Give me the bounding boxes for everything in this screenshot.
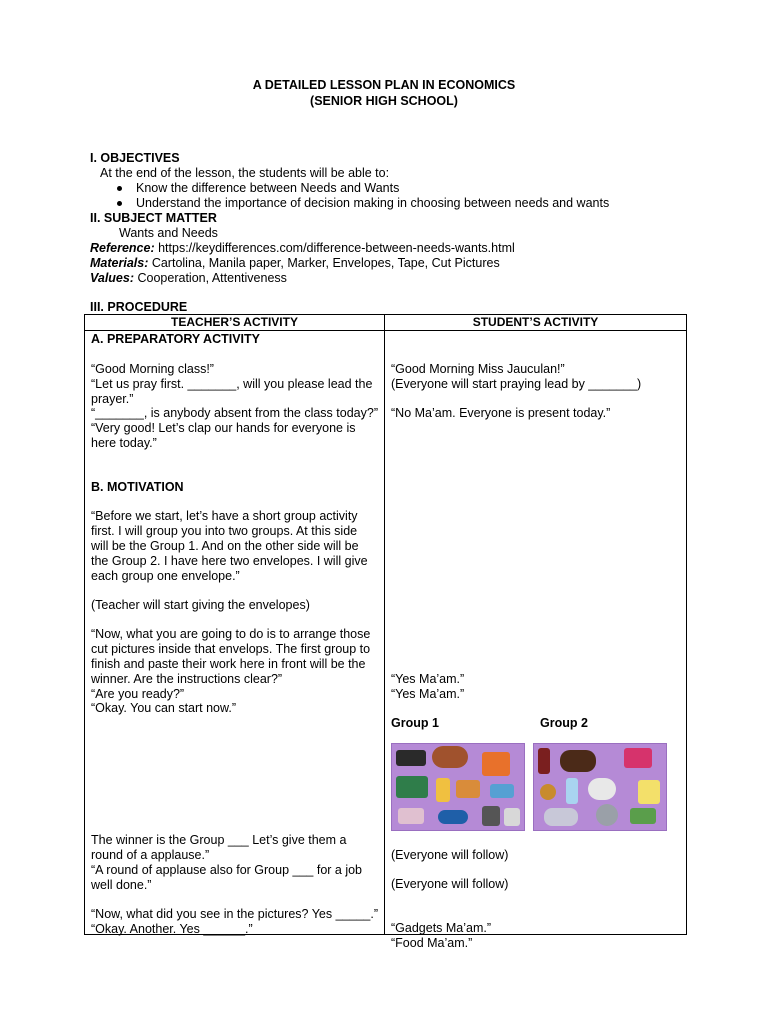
objective-item: Understand the importance of decision making in choosing between needs and wants <box>136 196 610 210</box>
car-icon <box>438 810 468 824</box>
teacher-line: “Are you ready?” <box>91 687 185 701</box>
teacher-line: “Let us pray first. _______, will you please lead the <box>91 377 373 391</box>
bullet-icon <box>117 186 122 191</box>
values-line <box>90 271 287 286</box>
materials-line <box>90 256 500 271</box>
teacher-line: “Now, what did you see in the pictures? Yes _____.” <box>91 907 378 921</box>
teacher-activity-cell <box>85 331 385 935</box>
preparatory-heading: A. PREPARATORY ACTIVITY <box>91 332 261 346</box>
teacher-line: the Group 2. I have here two envelopes. I will give <box>91 554 368 568</box>
reference-line <box>90 241 515 256</box>
subject-matter-heading: II. SUBJECT MATTER <box>90 211 217 225</box>
student-activity-cell <box>385 331 687 950</box>
meat-icon <box>560 750 596 772</box>
procedure-heading: III. PROCEDURE <box>90 300 188 314</box>
teacher-line: will be the Group 1. And on the other side will be <box>91 539 359 553</box>
bullet-icon <box>117 201 122 206</box>
laptop-icon <box>504 808 520 826</box>
teacher-column-header: TEACHER’S ACTIVITY <box>85 315 385 331</box>
values-label: Values: <box>90 271 135 285</box>
student-line: “Yes Ma’am.” <box>391 687 465 701</box>
teacher-line: “Okay. You can start now.” <box>91 701 236 715</box>
motivation-heading: B. MOTIVATION <box>91 480 184 494</box>
reference-value: https://keydifferences.com/difference-between-needs-wants.html <box>154 241 515 255</box>
group-1-label: Group 1 <box>391 716 439 730</box>
teacher-line: “Before we start, let’s have a short group activity <box>91 509 358 523</box>
teacher-line: “Okay. Another. Yes ______.” <box>91 922 253 936</box>
student-line: “Gadgets Ma’am.” <box>391 921 492 935</box>
high-heels-icon <box>624 748 652 768</box>
teacher-line: “Very good! Let’s clap our hands for everyone is <box>91 421 356 435</box>
soda-bottle-icon <box>538 748 550 774</box>
teacher-line: “A round of applause also for Group ___ for a job <box>91 863 363 877</box>
group-2-picture-collage <box>533 743 667 831</box>
shoes-icon <box>544 808 578 826</box>
handbag-icon <box>482 752 510 776</box>
table-row <box>85 331 687 935</box>
student-line: “Food Ma’am.” <box>391 936 473 950</box>
objectives-heading: I. OBJECTIVES <box>90 151 180 165</box>
group-1-picture-collage <box>391 743 525 831</box>
teacher-line: winner. Are the instructions clear?” <box>91 672 283 686</box>
table-header-row <box>85 315 687 331</box>
teacher-line: “_______, is anybody absent from the class today?” <box>91 406 378 420</box>
tablet-icon <box>482 806 500 826</box>
teacher-line: (Teacher will start giving the envelopes) <box>91 598 310 612</box>
pen-icon <box>490 784 514 798</box>
bottle-icon <box>436 778 450 802</box>
cosmetics-icon <box>398 808 424 824</box>
student-line: (Everyone will follow) <box>391 848 509 862</box>
books-icon <box>630 808 656 824</box>
student-line: (Everyone will start praying lead by _______) <box>391 377 642 391</box>
document-title: A DETAILED LESSON PLAN IN ECONOMICS <box>252 78 516 92</box>
student-column-header: STUDENT’S ACTIVITY <box>385 315 687 331</box>
teacher-line: “Now, what you are going to do is to arrange those <box>91 627 371 641</box>
procedure-table <box>84 314 687 950</box>
roast-chicken-icon <box>432 746 468 768</box>
kettle-icon <box>596 804 618 826</box>
water-bottle-icon <box>566 778 578 804</box>
values-value: Cooperation, Attentiveness <box>134 271 287 285</box>
teacher-line: finish and paste their work here in front will be the <box>91 657 366 671</box>
bread-icon <box>456 780 480 798</box>
student-line: “No Ma’am. Everyone is present today.” <box>391 406 611 420</box>
teacher-line: round of a applause.” <box>91 848 210 862</box>
teacher-line: each group one envelope.” <box>91 569 240 583</box>
plate-icon <box>588 778 616 800</box>
teacher-line: The winner is the Group ___ Let’s give them a <box>91 833 347 847</box>
teacher-line: “Good Morning class!” <box>91 362 214 376</box>
student-line: “Yes Ma’am.” <box>391 672 465 686</box>
subject-topic: Wants and Needs <box>119 226 218 240</box>
teacher-line: here today.” <box>91 436 157 450</box>
teacher-line: prayer.” <box>91 392 134 406</box>
student-line: (Everyone will follow) <box>391 877 509 891</box>
reference-label: Reference: <box>90 241 155 255</box>
burger-icon <box>540 784 556 800</box>
student-line: “Good Morning Miss Jauculan!” <box>391 362 565 376</box>
phone-icon <box>396 750 426 766</box>
teacher-line: well done.” <box>91 878 152 892</box>
house-icon <box>396 776 428 798</box>
document-subtitle: (SENIOR HIGH SCHOOL) <box>310 94 458 108</box>
teacher-line: first. I will group you into two groups. At this side <box>91 524 358 538</box>
teacher-line: cut pictures inside that envelops. The first group to <box>91 642 371 656</box>
objectives-intro: At the end of the lesson, the students will be able to: <box>100 166 390 180</box>
materials-value: Cartolina, Manila paper, Marker, Envelopes, Tape, Cut Pictures <box>148 256 500 270</box>
group-2-label: Group 2 <box>540 716 588 730</box>
objective-item: Know the difference between Needs and Wants <box>136 181 400 195</box>
notepad-icon <box>638 780 660 804</box>
materials-label: Materials: <box>90 256 149 270</box>
